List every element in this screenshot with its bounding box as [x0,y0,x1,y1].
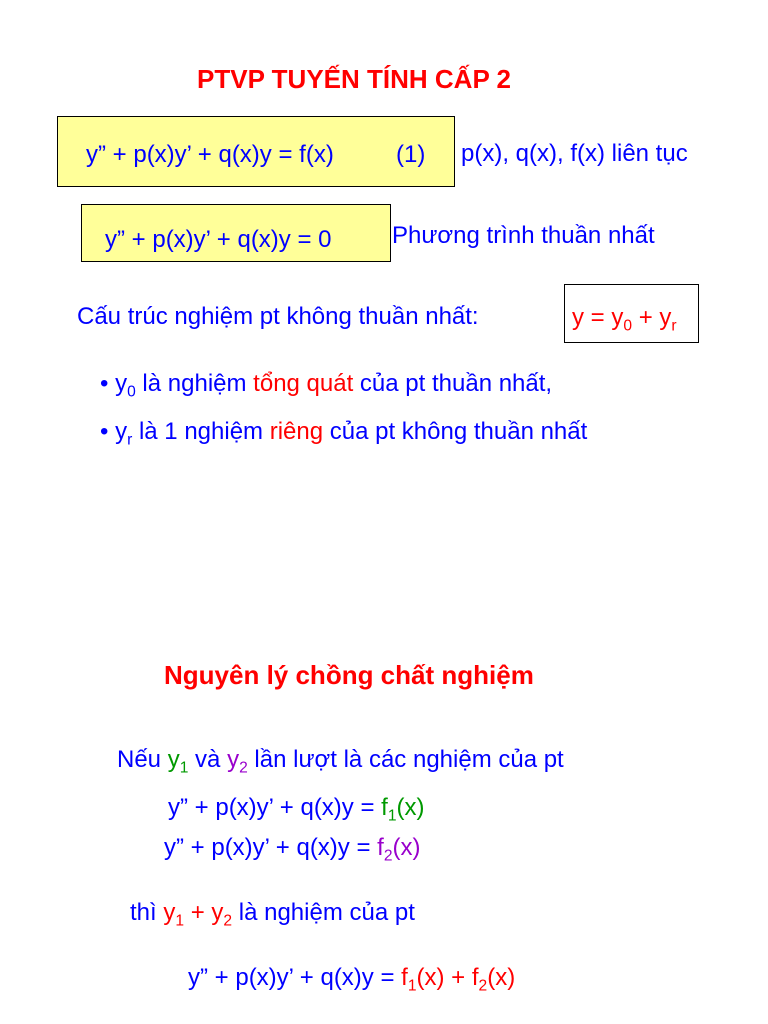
equation-f1-plus-f2: y” + p(x)y’ + $q(x)y = f_1(x) + f_2(x)$ [188,964,516,995]
continuity-note: p(x), q(x), f(x) liên tục [461,140,688,167]
equation-1-box [57,116,455,187]
solution-structure-formula: $y = y_0 + y_r$ [572,304,677,335]
section-title-superposition: Nguyên lý chồng chất nghiệm [164,660,534,690]
solution-structure-box [564,284,699,343]
equation-1: y” + p(x)y’ + q(x)y = f(x) [86,141,334,168]
bullet-general-solution: • $y_0$ là nghiệm tổng quát của pt thuần nhất, [100,370,553,401]
bullet-particular-solution: • $y_r$ là 1 nghiệm riêng của pt không thuần nhất [100,418,588,449]
equation-f1: y” + p(x)y’ + $q(x)y = f_1(x)$ [168,794,425,825]
equation-2: y” + p(x)y’ + q(x)y = 0 [105,226,332,253]
equation-f2: y” + p(x)y’ + $q(x)y = f_2(x)$ [164,834,421,865]
page-title: PTVP TUYẾN TÍNH CẤP 2 [197,64,511,94]
equation-2-box [81,204,391,262]
homogeneous-label: Phương trình thuần nhất [392,222,655,249]
equation-1-number: (1) [396,141,426,168]
superposition-premise: Nếu $y_1$ và $y_2$ lần lượt là các nghiệm của pt [117,746,564,777]
superposition-conclusion: thì $y_1 + y_2$ là nghiệm của pt [130,899,415,930]
solution-structure-text: Cấu trúc nghiệm pt không thuần nhất: [77,303,479,330]
